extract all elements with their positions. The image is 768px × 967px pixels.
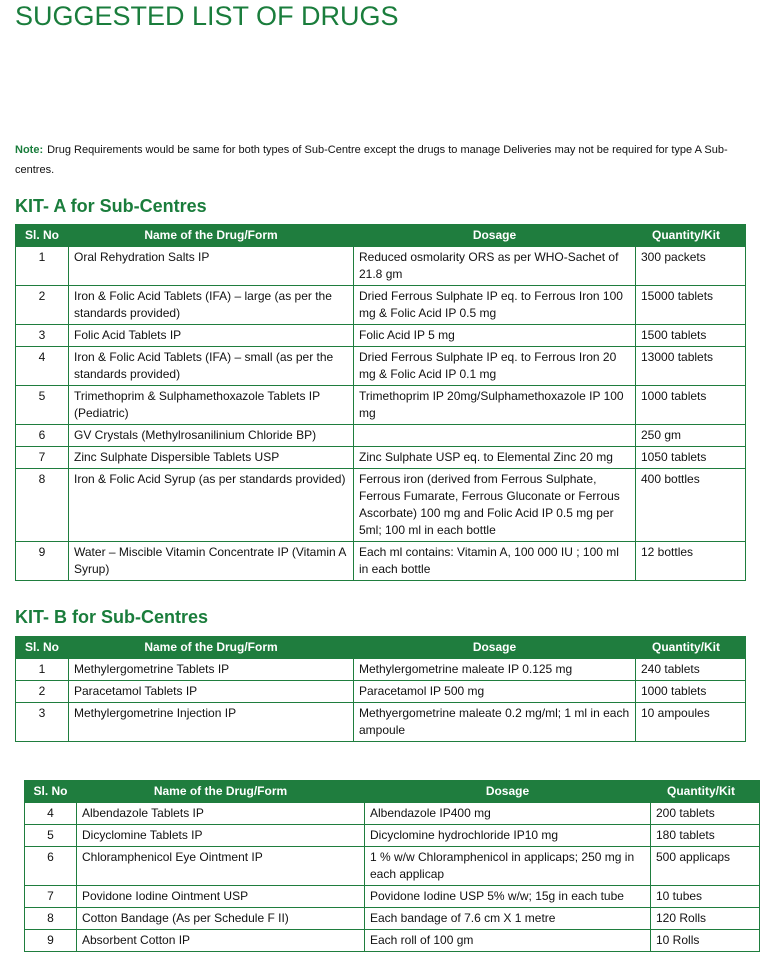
cell-quantity: 1050 tablets [636,447,746,469]
cell-dosage: Methyergometrine maleate 0.2 mg/ml; 1 ml in each ampoule [354,703,636,742]
cell-quantity: 1500 tablets [636,325,746,347]
header-quantity: Quantity/Kit [636,637,746,659]
header-dosage: Dosage [354,637,636,659]
header-sl-no: Sl. No [16,225,69,247]
cell-drug-name: Iron & Folic Acid Tablets (IFA) – large (as per the standards provided) [69,286,354,325]
table-row [16,447,746,469]
table-row [16,425,746,447]
cell-drug-name: Povidone Iodine Ointment USP [77,886,365,908]
table-row [25,803,760,825]
cell-sl-no: 3 [16,703,69,742]
table-row [25,847,760,886]
cell-sl-no: 3 [16,325,69,347]
cell-quantity: 300 packets [636,247,746,286]
cell-quantity: 10 ampoules [636,703,746,742]
cell-quantity: 200 tablets [651,803,760,825]
cell-quantity: 10 tubes [651,886,760,908]
cell-sl-no: 8 [16,469,69,542]
header-drug-name: Name of the Drug/Form [69,637,354,659]
cell-dosage: Dried Ferrous Sulphate IP eq. to Ferrous Iron 100 mg & Folic Acid IP 0.5 mg [354,286,636,325]
cell-sl-no: 2 [16,681,69,703]
table-row [16,286,746,325]
header-quantity: Quantity/Kit [651,781,760,803]
cell-quantity: 1000 tablets [636,681,746,703]
cell-quantity: 12 bottles [636,542,746,581]
cell-sl-no: 4 [16,347,69,386]
table-row [16,542,746,581]
cell-quantity: 120 Rolls [651,908,760,930]
cell-drug-name: Iron & Folic Acid Tablets (IFA) – small (as per the standards provided) [69,347,354,386]
cell-dosage: Dicyclomine hydrochloride IP10 mg [365,825,651,847]
cell-quantity: 15000 tablets [636,286,746,325]
cell-sl-no: 5 [25,825,77,847]
cell-quantity: 250 gm [636,425,746,447]
header-dosage: Dosage [365,781,651,803]
cell-drug-name: Paracetamol Tablets IP [69,681,354,703]
cell-dosage: Methylergometrine maleate IP 0.125 mg [354,659,636,681]
cell-drug-name: GV Crystals (Methylrosanilinium Chloride BP) [69,425,354,447]
cell-dosage [354,425,636,447]
cell-dosage: Each roll of 100 gm [365,930,651,952]
cell-drug-name: Methylergometrine Tablets IP [69,659,354,681]
header-dosage: Dosage [354,225,636,247]
cell-sl-no: 4 [25,803,77,825]
cell-drug-name: Folic Acid Tablets IP [69,325,354,347]
cell-drug-name: Dicyclomine Tablets IP [77,825,365,847]
table-row [16,247,746,286]
cell-drug-name: Water – Miscible Vitamin Concentrate IP (Vitamin A Syrup) [69,542,354,581]
header-sl-no: Sl. No [16,637,69,659]
table-row [16,659,746,681]
table-row [16,325,746,347]
cell-dosage: Paracetamol IP 500 mg [354,681,636,703]
cell-dosage: Povidone Iodine USP 5% w/w; 15g in each tube [365,886,651,908]
note [15,140,755,180]
table-row [25,930,760,952]
cell-sl-no: 1 [16,247,69,286]
cell-dosage: Reduced osmolarity ORS as per WHO-Sachet of 21.8 gm [354,247,636,286]
header-quantity: Quantity/Kit [636,225,746,247]
cell-drug-name: Trimethoprim & Sulphamethoxazole Tablets IP (Pediatric) [69,386,354,425]
cell-dosage: Ferrous iron (derived from Ferrous Sulphate, Ferrous Fumarate, Ferrous Gluconate or Ferrous Ascorbate) 100 mg and Folic Acid IP 0.5 mg per 5ml; 100 ml in each bottle [354,469,636,542]
table-row [16,681,746,703]
cell-sl-no: 7 [16,447,69,469]
cell-quantity: 1000 tablets [636,386,746,425]
cell-dosage: 1 % w/w Chloramphenicol in applicaps; 250 mg in each applicap [365,847,651,886]
cell-drug-name: Albendazole Tablets IP [77,803,365,825]
cell-sl-no: 9 [16,542,69,581]
cell-sl-no: 8 [25,908,77,930]
table-row [16,469,746,542]
note-label: Note: [15,144,44,156]
cell-dosage: Each ml contains: Vitamin A, 100 000 IU ; 100 ml in each bottle [354,542,636,581]
cell-quantity: 240 tablets [636,659,746,681]
header-sl-no: Sl. No [25,781,77,803]
kit-b-table [15,636,746,742]
table-row [25,908,760,930]
kit-b-heading: KIT- B for Sub-Centres [15,607,209,627]
cell-sl-no: 5 [16,386,69,425]
page-title: SUGGESTED LIST OF DRUGS [15,1,399,31]
cell-dosage: Each bandage of 7.6 cm X 1 metre [365,908,651,930]
cell-drug-name: Oral Rehydration Salts IP [69,247,354,286]
table-row [16,347,746,386]
cell-quantity: 10 Rolls [651,930,760,952]
cell-dosage: Folic Acid IP 5 mg [354,325,636,347]
header-drug-name: Name of the Drug/Form [77,781,365,803]
cell-sl-no: 6 [25,847,77,886]
table-header-row [16,225,746,247]
cell-dosage: Zinc Sulphate USP eq. to Elemental Zinc 20 mg [354,447,636,469]
table-header-row [25,781,760,803]
table-header-row [16,637,746,659]
cell-dosage: Dried Ferrous Sulphate IP eq. to Ferrous Iron 20 mg & Folic Acid IP 0.1 mg [354,347,636,386]
cell-dosage: Trimethoprim IP 20mg/Sulphamethoxazole IP 100 mg [354,386,636,425]
kit-b-continued-table [24,780,760,952]
cell-quantity: 180 tablets [651,825,760,847]
kit-a-table [15,224,746,581]
table-row [25,886,760,908]
kit-a-heading: KIT- A for Sub-Centres [15,196,207,216]
cell-drug-name: Methylergometrine Injection IP [69,703,354,742]
cell-sl-no: 7 [25,886,77,908]
cell-drug-name: Absorbent Cotton IP [77,930,365,952]
cell-drug-name: Chloramphenicol Eye Ointment IP [77,847,365,886]
cell-drug-name: Cotton Bandage (As per Schedule F II) [77,908,365,930]
cell-sl-no: 2 [16,286,69,325]
cell-drug-name: Zinc Sulphate Dispersible Tablets USP [69,447,354,469]
note-text: Drug Requirements would be same for both types of Sub-Centre except the drugs to manage Deliveries may not be required for type A Sub-centres. [15,144,728,176]
cell-drug-name: Iron & Folic Acid Syrup (as per standards provided) [69,469,354,542]
table-row [16,703,746,742]
table-row [25,825,760,847]
cell-sl-no: 1 [16,659,69,681]
cell-quantity: 500 applicaps [651,847,760,886]
cell-sl-no: 6 [16,425,69,447]
cell-sl-no: 9 [25,930,77,952]
cell-quantity: 400 bottles [636,469,746,542]
table-row [16,386,746,425]
cell-dosage: Albendazole IP400 mg [365,803,651,825]
cell-quantity: 13000 tablets [636,347,746,386]
header-drug-name: Name of the Drug/Form [69,225,354,247]
